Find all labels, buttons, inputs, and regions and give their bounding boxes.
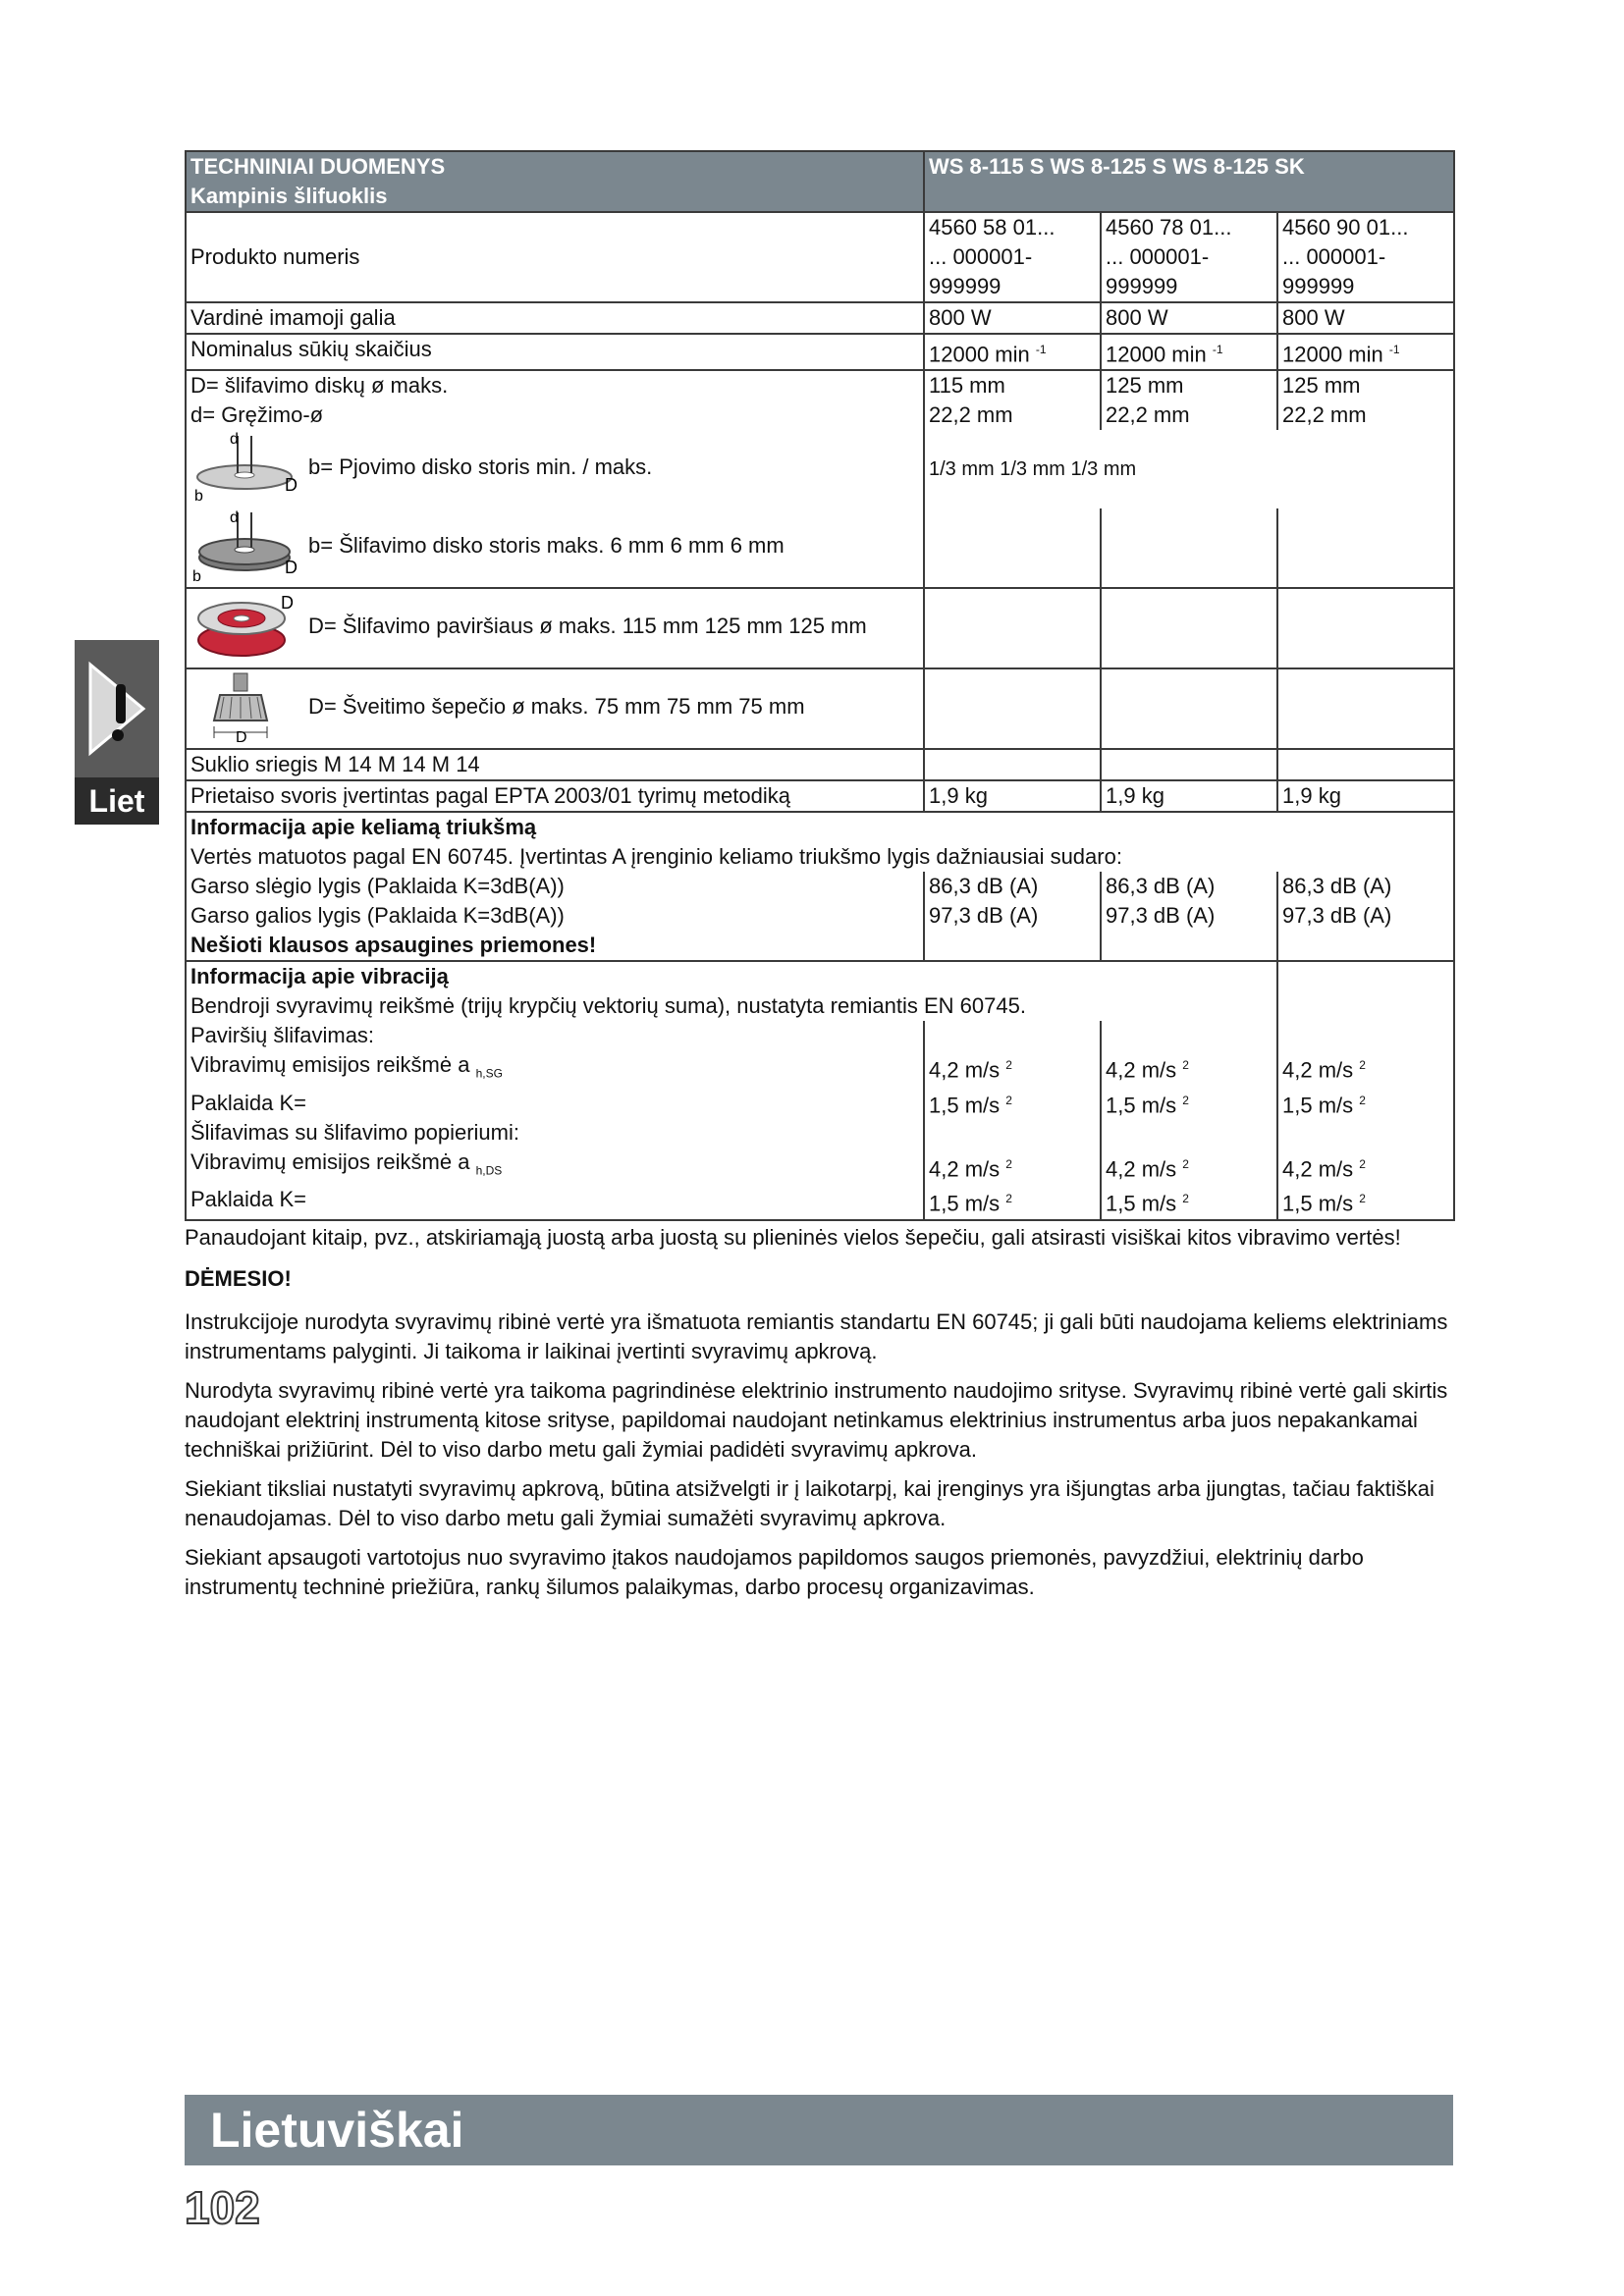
cutting-disc-values: 1/3 mm 1/3 mm 1/3 mm xyxy=(924,430,1454,508)
svg-text:D: D xyxy=(281,593,294,614)
paragraph: Instrukcijoje nurodyta svyravimų ribinė vertė yra išmatuota remiantis standartu EN 60745; ji gali būti naudojama keliems elektriniams instrumentams palyginti. Ji taikoma ir laikinai įvertinti svyravimų apkrovą. xyxy=(185,1309,1448,1363)
attention-heading: DĖMESIO! xyxy=(185,1266,292,1291)
spindle-thread-label: Suklio sriegis M 14 M 14 M 14 xyxy=(186,749,924,780)
table-row: Paviršių šlifavimas: Vibravimų emisijos reikšmė a $_{h,SG}$ Paklaida K= Šlifavimas su šlifavimo popieriumi: Vibravimų emisijos reikšmė a $_{h,DS}$ Paklaida K= 4,2 m/s $^2$ 1,5 m/s $^2$ 4,2 m/s $^2$ 1,5 m/s $^2$ 4,2 m/s $^2$ 1,5 m/s $^2$ 4,2 m/s $^2$ 1,5 m/s $^2$ 4,2 m/s $^2$ 1,5 m/s $^2$ 4,2 m/s $^2$ 1,5 m/s $^2$ xyxy=(186,1021,1454,1219)
cutting-disc-label: b= Pjovimo disko storis min. / maks. xyxy=(308,454,653,480)
bore-diameter-label: d= Gręžimo-ø xyxy=(190,402,324,428)
svg-text:D: D xyxy=(285,475,298,496)
speed-label: Nominalus sūkių skaičius xyxy=(186,334,924,370)
weight-label: Prietaiso svoris įvertintas pagal EPTA 2003/01 tyrimų metodiką xyxy=(186,780,924,812)
wire-brush-icon xyxy=(190,669,298,744)
power-label: Vardinė imamoji galia xyxy=(186,302,924,334)
wire-brush-label: D= Šveitimo šepečio ø maks. 75 mm 75 mm 75 mm xyxy=(308,694,805,720)
paragraph: Siekiant tiksliai nustatyti svyravimų apkrovą, būtina atsižvelgti ir į laikotarpį, kai įrenginys yra išjungtas arba įjungtas, tačiau faktiškai nenaudojamas. Dėl to viso darbo metu gali žymiai sumažėti svyravimų apkrova. xyxy=(185,1476,1435,1530)
usage-note: Panaudojant kitaip, pvz., atskiriamąją juostą arba juostą su plieninės vielos šepečiu, gali atsirasti visiškai kitos vibravimo vertės! xyxy=(185,1225,1401,1250)
sound-power-label: Garso galios lygis (Paklaida K=3dB(A)) xyxy=(190,903,565,929)
footer-language: Lietuviškai xyxy=(210,2103,464,2158)
language-side-tab xyxy=(75,640,159,825)
language-footer-bar xyxy=(185,2095,1453,2165)
technical-data-table xyxy=(185,150,1453,1221)
table-row: Nominalus sūkių skaičius 12000 min $^{-1}$ 12000 min $^{-1}$ 12000 min $^{-1}$ xyxy=(186,334,1454,370)
table-row: Produkto numeris 4560 58 01... ... 000001-999999 4560 78 01... ... 000001-999999 4560 90 01... ... 000001-999999 xyxy=(186,212,1454,302)
table-row: Prietaiso svoris įvertintas pagal EPTA 2003/01 tyrimų metodiką 1,9 kg 1,9 kg 1,9 kg xyxy=(186,780,1454,812)
warning-triangle-icon xyxy=(82,655,151,763)
table-row: Vardinė imamoji galia 800 W 800 W 800 W xyxy=(186,302,1454,334)
hearing-protection-warning: Nešioti klausos apsaugines priemones! xyxy=(190,933,597,958)
svg-text:D: D xyxy=(285,558,298,578)
svg-text:d: d xyxy=(230,509,239,527)
sanding-paper-label: Šlifavimas su šlifavimo popieriumi: xyxy=(190,1119,519,1145)
table-row: D= šlifavimo diskų ø maks. d= Gręžimo-ø 115 mm 22,2 mm 125 mm 22,2 mm 125 mm 22,2 mm xyxy=(186,370,1454,430)
table-title: TECHNINIAI DUOMENYS xyxy=(190,154,446,179)
product-number-label: Produkto numeris xyxy=(186,212,924,302)
table-row xyxy=(186,430,1454,508)
svg-text:b: b xyxy=(194,488,203,506)
sanding-pad-icon xyxy=(190,589,298,664)
table-row xyxy=(186,668,1454,749)
paragraph: Siekiant apsaugoti vartotojus nuo svyravimo įtakos naudojamos papildomos saugos priemonės, pavyzdžiui, elektrinių darbo instrumentų techninė priežiūra, rankų šilumos palaikymas, darbo procesų organizavimas. xyxy=(185,1545,1364,1599)
cutting-disc-icon xyxy=(190,430,298,505)
grinding-disc-icon xyxy=(190,508,298,583)
table-row xyxy=(186,508,1454,588)
grinding-disc-label: b= Šlifavimo disko storis maks. 6 mm 6 mm 6 mm xyxy=(308,533,785,559)
table-row xyxy=(186,749,1454,780)
disc-diameter-label: D= šlifavimo diskų ø maks. xyxy=(190,373,449,399)
models-header: WS 8-115 S WS 8-125 S WS 8-125 SK xyxy=(924,151,1454,212)
page-number: 102 xyxy=(185,2182,260,2233)
vibration-intro: Bendroji svyravimų reikšmė (trijų krypčių vektorių suma), nustatyta remiantis EN 60745. xyxy=(190,993,1026,1019)
vibration-title: Informacija apie vibraciją xyxy=(190,964,449,989)
table-row: Garso slėgio lygis (Paklaida K=3dB(A)) Garso galios lygis (Paklaida K=3dB(A)) Nešioti klausos apsaugines priemones! 86,3 dB (A) 97,3 dB (A) 86,3 dB (A) 97,3 dB (A) 86,3 dB (A) 97,3 dB (A) xyxy=(186,872,1454,961)
surface-grinding-label: Paviršių šlifavimas: xyxy=(190,1023,375,1048)
notes-section xyxy=(185,1223,1453,1612)
paragraph: Nurodyta svyravimų ribinė vertė yra taikoma pagrindinėse elektrinio instrumento naudojimo srityse. Svyravimų ribinė vertė gali skirtis naudojant elektrinį instrumentą kitose srityse, papildomai naudojant netinkamus elektrinius instrumentus arba juos nepakankamai techniškai prižiūrint. Dėl to viso darbo metu gali žymiai padidėti svyravimų apkrova. xyxy=(185,1378,1448,1462)
noise-title: Informacija apie keliamą triukšmą xyxy=(190,815,537,840)
table-header-row xyxy=(186,151,1454,212)
svg-text:d: d xyxy=(230,431,239,449)
table-row xyxy=(186,812,1454,872)
table-row xyxy=(186,588,1454,668)
svg-text:b: b xyxy=(192,568,201,584)
table-subtitle: Kampinis šlifuoklis xyxy=(190,184,388,208)
sanding-surface-label: D= Šlifavimo paviršiaus ø maks. 115 mm 125 mm 125 mm xyxy=(308,614,867,639)
svg-text:D: D xyxy=(236,729,247,745)
table-row xyxy=(186,961,1454,1021)
sound-pressure-label: Garso slėgio lygis (Paklaida K=3dB(A)) xyxy=(190,874,565,899)
noise-intro: Vertės matuotos pagal EN 60745. Įvertintas A įrenginio keliamo triukšmo lygis dažniausiai sudaro: xyxy=(190,844,1122,870)
side-tab-label: Liet xyxy=(75,777,159,825)
